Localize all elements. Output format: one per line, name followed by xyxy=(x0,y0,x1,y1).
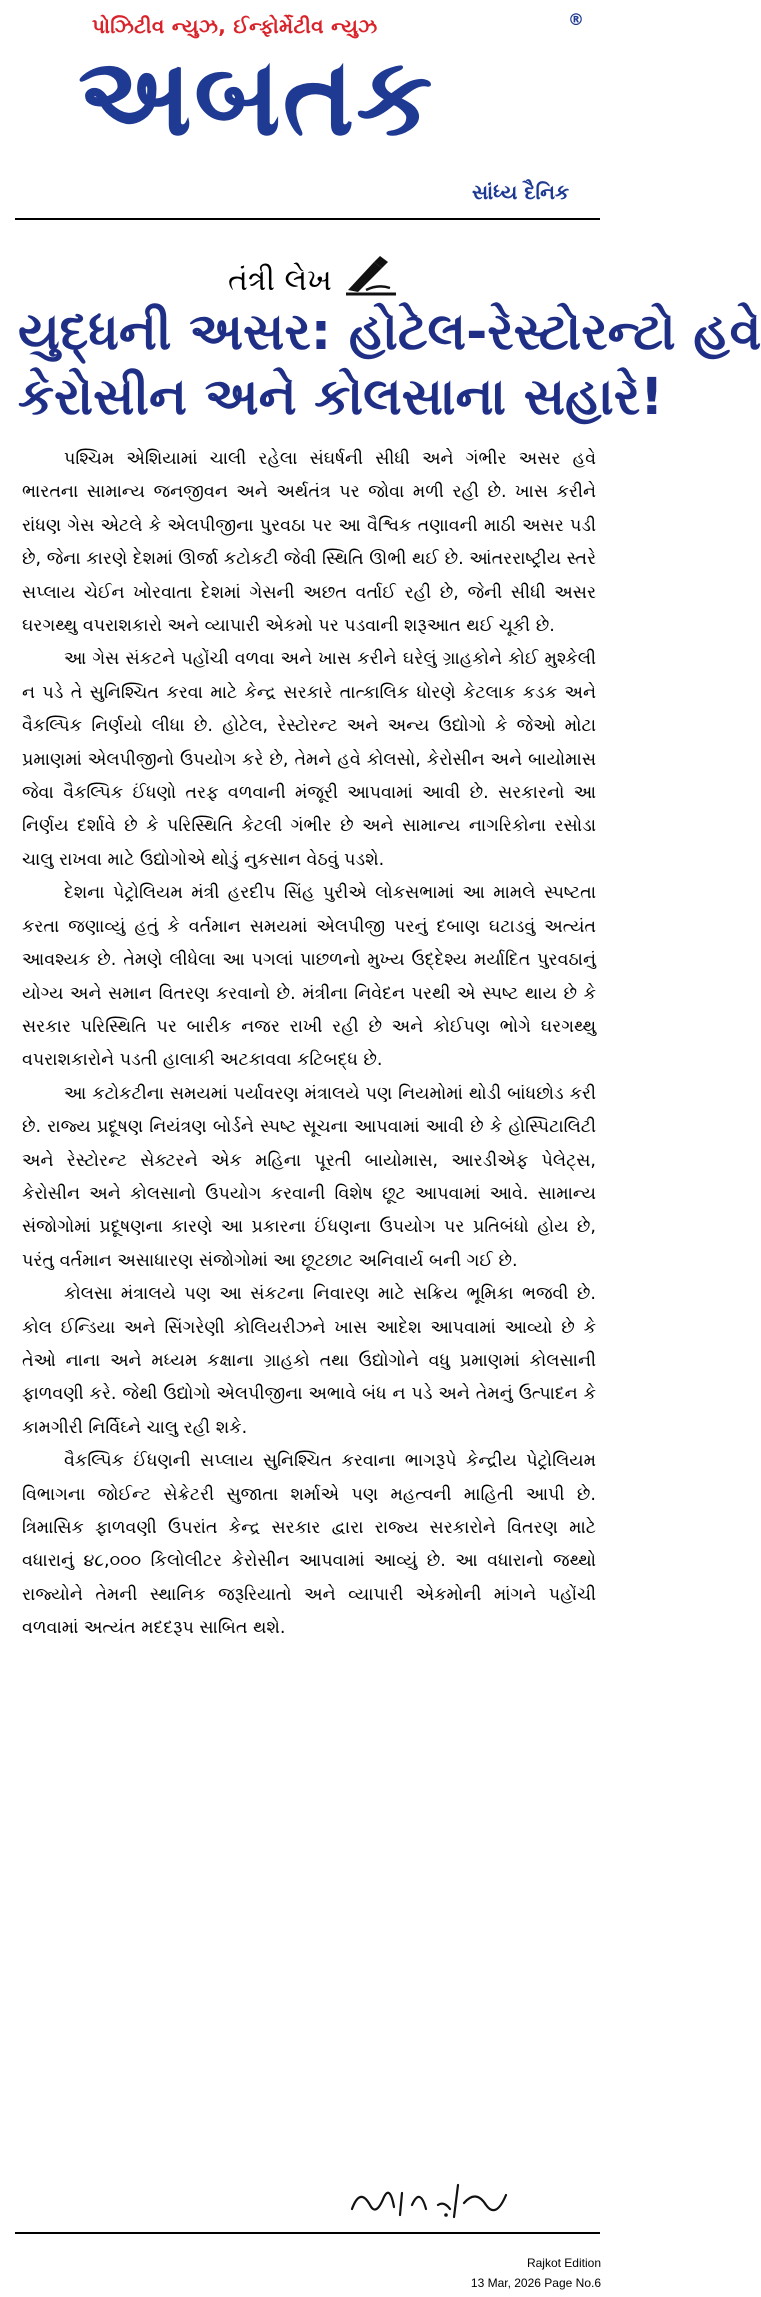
headline-line-1: યુદ્ધની અસર: હોટેલ-રેસ્ટોરન્ટો હવે xyxy=(18,303,761,362)
top-divider xyxy=(15,218,600,220)
pen-writing-icon xyxy=(344,254,398,296)
date-page-label: 13 Mar, 2026 Page No.6 xyxy=(470,2276,601,2290)
editor-signature xyxy=(346,2175,516,2227)
newspaper-logo: અબતક xyxy=(78,35,435,160)
article-paragraph: કોલસા મંત્રાલયે પણ આ સંકટના નિવારણ માટે સક્રિય ભૂમિકા ભજવી છે. કોલ ઈન્ડિયા અને સિંગરેણી કોલિયરીઝને ખાસ આદેશ આપવામાં આવ્યો છે કે તેઓ નાના અને મધ્યમ કક્ષાના ગ્રાહકો તથા ઉદ્યોગોને વધુ પ્રમાણમાં કોલસાની ફાળવણી કરે. જેથી ઉદ્યોગો એલપીજીના અભાવે બંધ ન પડે અને તેમનું ઉત્પાદન કે કામગીરી નિર્વિઘ્ને ચાલુ રહી શકે. xyxy=(22,1284,596,1438)
article-paragraph: આ ગેસ સંકટને પહોંચી વળવા અને ખાસ કરીને ઘરેલું ગ્રાહકોને કોઈ મુશ્કેલી ન પડે તે સુનિશ્ચિત કરવા માટે કેન્દ્ર સરકારે તાત્કાલિક ધોરણે કેટલાક કડક અને વૈકલ્પિક નિર્ણયો લીધા છે. હોટેલ, રેસ્ટોરન્ટ અને અન્ય ઉદ્યોગો કે જેઓ મોટા પ્રમાણમાં એલપીજીનો ઉપયોગ કરે છે, તેમને હવે કોલસો, કેરોસીન અને બાયોમાસ જેવા વૈકલ્પિક ઈંધણો તરફ વળવાની મંજૂરી આપવામાં આવી છે. સરકારનો આ નિર્ણય દર્શાવે છે કે પરિસ્થિતિ કેટલી ગંભીર છે અને સામાન્ય નાગરિકોના રસોડા ચાલુ રાખવા માટે ઉદ્યોગોએ થોડું નુકસાન વેઠવું પડશે. xyxy=(22,649,596,870)
registered-mark: ® xyxy=(568,10,584,29)
edition-label: Rajkot Edition xyxy=(526,2256,601,2270)
article-paragraph: વૈકલ્પિક ઈંધણની સપ્લાય સુનિશ્ચિત કરવાના ભાગરૂપે કેન્દ્રીય પેટ્રોલિયમ વિભાગના જોઈન્ટ સેક્રેટરી સુજાતા શર્માએ પણ મહત્વની માહિતી આપી છે. ત્રિમાસિક ફાળવણી ઉપરાંત કેન્દ્ર સરકાર દ્વારા રાજ્ય સરકારોને વિતરણ માટે વધારાનું ૪૮,૦૦૦ કિલોલીટર કેરોસીન આપવામાં આવ્યું છે. આ વધારાનો જથ્થો રાજ્યોને તેમની સ્થાનિક જરૂરિયાતો અને વ્યાપારી એકમોની માંગને પહોંચી વળવામાં અત્યંત મદદરૂપ સાબિત થશે. xyxy=(22,1451,596,1639)
editorial-article xyxy=(22,443,596,1646)
headline-line-2: કેરોસીન અને કોલસાના સહારે! xyxy=(18,368,664,427)
article-paragraph: દેશના પેટ્રોલિયમ મંત્રી હરદીપ સિંહ પુરીએ લોકસભામાં આ મામલે સ્પષ્ટતા કરતા જણાવ્યું હતું કે વર્તમાન સમયમાં એલપીજી પરનું દબાણ ઘટાડવું અત્યંત આવશ્યક છે. તેમણે લીધેલા આ પગલાં પાછળનો મુખ્ય ઉદ્દેશ્ય મર્યાદિત પુરવઠાનું યોગ્ય અને સમાન વિતરણ કરવાનો છે. મંત્રીના નિવેદન પરથી એ સ્પષ્ટ થાય છે કે સરકાર પરિસ્થિતિ પર બારીક નજર રાખી રહી છે અને કોઈપણ ભોગે ઘરગથ્થુ વપરાશકારોને પડતી હાલાકી અટકાવવા કટિબદ્ધ છે. xyxy=(22,883,596,1071)
article-paragraph: પશ્ચિમ એશિયામાં ચાલી રહેલા સંઘર્ષની સીધી અને ગંભીર અસર હવે ભારતના સામાન્ય જનજીવન અને અર્થતંત્ર પર જોવા મળી રહી છે. ખાસ કરીને રાંધણ ગેસ એટલે કે એલપીજીના પુરવઠા પર આ વૈશ્વિક તણાવની માઠી અસર પડી છે, જેના કારણે દેશમાં ઊર્જા કટોકટી જેવી સ્થિતિ ઊભી થઈ છે. આંતરરાષ્ટ્રીય સ્તરે સપ્લાય ચેઈન ખોરવાતા દેશમાં ગેસની અછત વર્તાઈ રહી છે, જેની સીધી અસર ઘરગથ્થુ વપરાશકારો અને વ્યાપારી એકમો પર પડવાની શરૂઆત થઈ ચૂકી છે. xyxy=(22,449,596,637)
section-label: તંત્રી લેખ xyxy=(228,263,332,298)
edition-type-label: સાંધ્ય દૈનિક xyxy=(472,180,570,204)
masthead xyxy=(0,0,615,205)
article-paragraph: આ કટોકટીના સમયમાં પર્યાવરણ મંત્રાલયે પણ નિયમોમાં થોડી બાંધછોડ કરી છે. રાજ્ય પ્રદૂષણ નિયંત્રણ બોર્ડને સ્પષ્ટ સૂચના આપવામાં આવી છે કે હોસ્પિટાલિટી અને રેસ્ટોરન્ટ સેક્ટરને એક મહિના પૂરતી બાયોમાસ, આરડીએફ પેલેટ્સ, કેરોસીન અને કોલસાનો ઉપયોગ કરવાની વિશેષ છૂટ આપવામાં આવે. સામાન્ય સંજોગોમાં પ્રદૂષણના કારણે આ પ્રકારના ઈંધણના ઉપયોગ પર પ્રતિબંધો હોય છે, પરંતુ વર્તમાન અસાધારણ સંજોગોમાં આ છૂટછાટ અનિવાર્ય બની ગઈ છે. xyxy=(22,1083,596,1271)
bottom-divider xyxy=(15,2232,600,2234)
masthead-tagline: પોઝિટીવ ન્યુઝ, ઈન્ફોર્મેટીવ ન્યુઝ xyxy=(92,14,378,38)
